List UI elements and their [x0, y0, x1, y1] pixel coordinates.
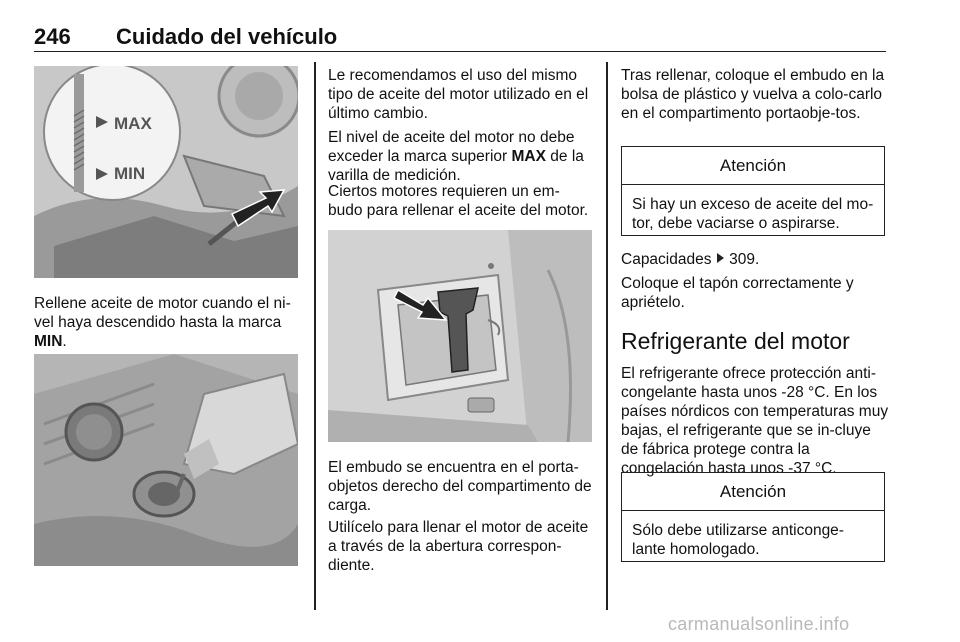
watermark: carmanualsonline.info [668, 614, 850, 634]
col2-p4: El embudo se encuentra en el porta-objetos derecho del compartimento de carga. [328, 459, 592, 514]
max-label: MAX [114, 114, 152, 133]
col2-p1: Le recomendamos el uso del mismo tipo de aceite del motor utilizado en el último cambio. [328, 67, 589, 122]
col3-p3: Coloque el tapón correctamente y apriételo. [621, 275, 854, 311]
column-divider-1 [314, 62, 316, 610]
notice-box-1 [621, 146, 885, 236]
col2-p2 [328, 128, 594, 185]
capacities-page-ref: 309. [729, 251, 760, 268]
section-title: Cuidado del vehículo [116, 24, 338, 49]
page-number: 246 [34, 24, 71, 49]
col2-p2-post: de la varilla de medición. [328, 148, 584, 184]
col2-p2-pre: El nivel de aceite del motor no debe exceder la marca superior [328, 129, 575, 165]
triangle-reference-icon [717, 253, 724, 263]
col1-paragraph-text: Rellene aceite de motor cuando el ni-vel haya descendido hasta la marca [34, 295, 291, 331]
capacities-line [621, 250, 887, 269]
col2-p3: Ciertos motores requieren un em-budo para rellenar el aceite del motor. [328, 183, 589, 219]
page-header [34, 22, 886, 52]
notice-body: Si hay un exceso de aceite del mo-tor, debe vaciarse o aspirarse. [632, 196, 874, 232]
min-label: MIN [114, 164, 146, 183]
col1-paragraph-tail: . [62, 333, 67, 350]
col3-p4: El refrigerante ofrece protección anti-congelante hasta unos -28 °C. En los países nórdicos con temperaturas muy bajas, el refrigerante que se in-cluye de fábrica protege contra la congelación hasta unos -37 °C. [621, 365, 889, 477]
funnel-compartment-photo [328, 230, 592, 442]
min-mark-text: MIN [34, 333, 63, 350]
max-mark-text: MAX [511, 148, 546, 165]
col1-paragraph [34, 294, 300, 351]
col2-p5: Utilícelo para llenar el motor de aceite a través de la abertura correspon-diente. [328, 519, 589, 574]
dipstick-photo [34, 66, 298, 278]
coolant-heading: Refrigerante del motor [621, 328, 850, 354]
col3-p1: Tras rellenar, coloque el embudo en la bolsa de plástico y vuelva a colo-carlo en el compartimento portaobje-tos. [621, 67, 885, 122]
notice-title: Atención [622, 473, 884, 511]
capacities-text: Capacidades [621, 251, 712, 268]
notice-body: Sólo debe utilizarse anticonge-lante homologado. [632, 522, 844, 558]
oil-pour-photo [34, 354, 298, 566]
column-divider-2 [606, 62, 608, 610]
notice-title: Atención [622, 147, 884, 185]
notice-box-2 [621, 472, 885, 562]
